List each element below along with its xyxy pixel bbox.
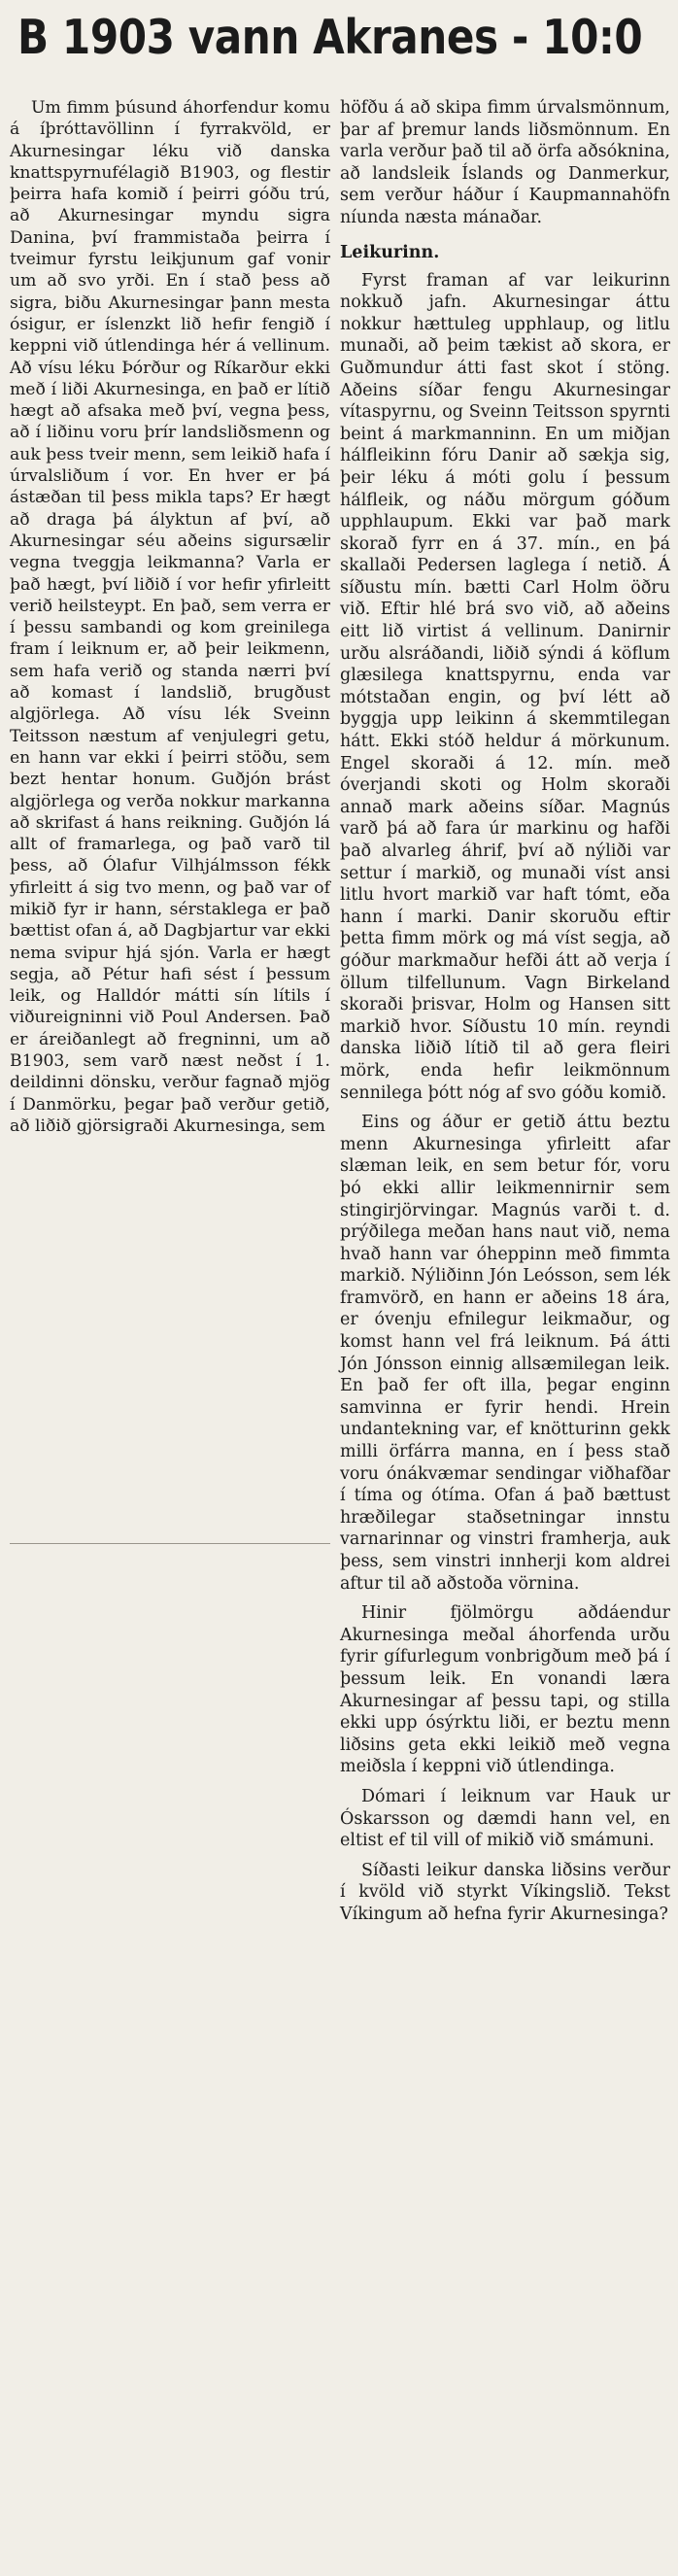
- column-end-rule: [10, 1543, 330, 1544]
- paragraph: Um fimm þúsund áhorfendur komu á íþróttavöllinn í fyrrakvöld, er Akurnesingar léku við danska knattspyrnufélagið B1903, og flestir þeirra hafa komið í þeirri góðu trú, að Akurnesingar myndu sigra Danina, því frammistaða þeirra í tveimur fyrstu leikjunum gaf vonir um að svo yrði. En í stað þess að sigra, biðu Akurnesingar þann mesta ósigur, er íslenzkt lið hefir fengið í keppni við útlendinga hér á vellinum. Að vísu léku Þórður og Ríkarður ekki með í liði Akurnesinga, en það er lítið hægt að afsaka með því, vegna þess, að í liðinu voru þrír landsliðsmenn og auk þess tveir menn, sem leikið hafa í úrvalsliðum í vor. En hver er þá ástæðan til þess mikla taps? Er hægt að draga þá ályktun af því, að Akurnesingar séu aðeins sigursælir vegna tveggja leikmanna? Varla er það hægt, því liðið í vor hefir yfirleitt verið heilsteypt. En það, sem verra er í þessu sambandi og kom greinilega fram í leiknum er, að þeir leikmenn, sem hafa verið og standa nærri því að komast í landslið, brugðust algjörlega. Að vísu lék Sveinn Teitsson næstum af venjulegri getu, en hann var ekki í þeirri stöðu, sem bezt hentar honum. Guðjón brást algjörlega og verða nokkur markanna að skrifast á hans reikning. Guðjón lá allt of framarlega, og það varð til þess, að Ólafur Vilhjálmsson fékk yfirleitt á sig tvo menn, og það var of mikið fyr ir hann, sérstaklega er það bættist ofan á, að Dagbjartur var ekki nema svipur hjá sjón. Varla er hægt segja, að Pétur hafi sést í þessum leik, og Halldór mátti sín lítils í viðureigninni við Poul Andersen. Það er áreiðanlegt að fregninni, um að B1903, sem varð næst neðst í 1. deildinni dönsku, verður fagnað mjög í Danmörku, þegar það verður getið, að liðið gjörsigraði Akurnesinga, sem: [10, 98, 330, 1136]
- paragraph: höfðu á að skipa fimm úrvalsmönnum, þar af þremur lands liðsmönnum. En varla verður það til að örfa aðsóknina, að landsleik Íslands og Danmerkur, sem verður háður í Kaupmannahöfn níunda næsta mánaðar.: [340, 98, 670, 227]
- subheading: Leikurinn.: [340, 242, 440, 262]
- article-headline: B 1903 vann Akranes - 10:0: [17, 10, 643, 65]
- right-column: [340, 97, 670, 1934]
- left-column: [10, 97, 330, 1145]
- paragraph: Dómari í leiknum var Hauk ur Óskarsson og dæmdi hann vel, en eltist ef til vill of mikið við smámuni.: [340, 1786, 670, 1851]
- paragraph: Eins og áður er getið áttu beztu menn Akurnesinga yfirleitt afar slæman leik, en sem betur fór, voru þó ekki allir leikmennirnir sem stingirjörvingar. Magnús varði t. d. prýðilega meðan hans naut við, nema hvað hann var óheppinn með fimmta markið. Nýliðinn Jón Leósson, sem lék framvörð, en hann er aðeins 18 ára, er óvenju efnilegur leikmaður, og komst hann vel frá leiknum. Þá átti Jón Jónsson einnig allsæmilegan leik. En það fer oft illa, þegar enginn samvinna er fyrir hendi. Hrein undantekning var, ef knötturinn gekk milli örfárra manna, en í þess stað voru ónákvæmar sendingar viðhafðar í tíma og ótíma. Ofan á það bættust hræðilegar staðsetningar innstu varnarinnar og vinstri framherja, auk þess, sem vinstri innherji kom aldrei aftur til að aðstoða vörnina.: [340, 1113, 670, 1594]
- paragraph: Hinir fjölmörgu aðdáendur Akurnesinga meðal áhorfenda urðu fyrir gífurlegum vonbrigðum með þá í þessum leik. En vonandi læra Akurnesingar af þessu tapi, og stilla ekki upp ósýrktu liði, er beztu menn liðsins geta ekki leikið með vegna meiðsla í keppni við útlendinga.: [340, 1603, 670, 1777]
- paragraph: Fyrst framan af var leikurinn nokkuð jafn. Akurnesingar áttu nokkur hættuleg upphlaup, og litlu munaði, að þeim tækist að skora, er Guðmundur átti fast skot í stöng. Aðeins síðar fengu Akurnesingar vítaspyrnu, og Sveinn Teitsson spyrnti beint á markmanninn. En um miðjan hálfleikinn fóru Danir að sækja sig, þeir léku á móti golu í þessum hálfleik, og náðu mörgum góðum upphlaupum. Ekki var það mark skorað fyrr en á 37. mín., en þá skallaði Pedersen laglega í netið. Á síðustu mín. bætti Carl Holm öðru við. Eftir hlé brá svo við, að aðeins eitt lið virtist á vellinum. Danirnir urðu alsráðandi, liðið sýndi á köflum glæsilega knattspyrnu, enda var mótstaðan engin, og því létt að byggja upp leikinn á skemmtilegan hátt. Ekki stóð heldur á mörkunum. Engel skoraði á 12. mín. með óverjandi skoti og Holm skoraði annað mark aðeins síðar. Magnús varð þá að fara úr markinu og hafði það alvarleg áhrif, því að nýliði var settur í markið, og munaði víst ansi litlu hvort markið var haft tómt, eða hann í marki. Danir skoruðu eftir þetta fimm mörk og má víst segja, að góður markmaður hefði átt að verja í öllum tilfellunum. Vagn Birkeland skoraði þrisvar, Holm og Hansen sitt markið hvor. Síðustu 10 mín. reyndi danska liðið lítið til að gera fleiri mörk, enda hefir leikmönnum sennilega þótt nóg af svo góðu komið.: [340, 270, 670, 1103]
- paragraph: Síðasti leikur danska liðsins verður í kvöld við styrkt Víkingslið. Tekst Víkingum að hefna fyrir Akurnesinga?: [340, 1860, 670, 1924]
